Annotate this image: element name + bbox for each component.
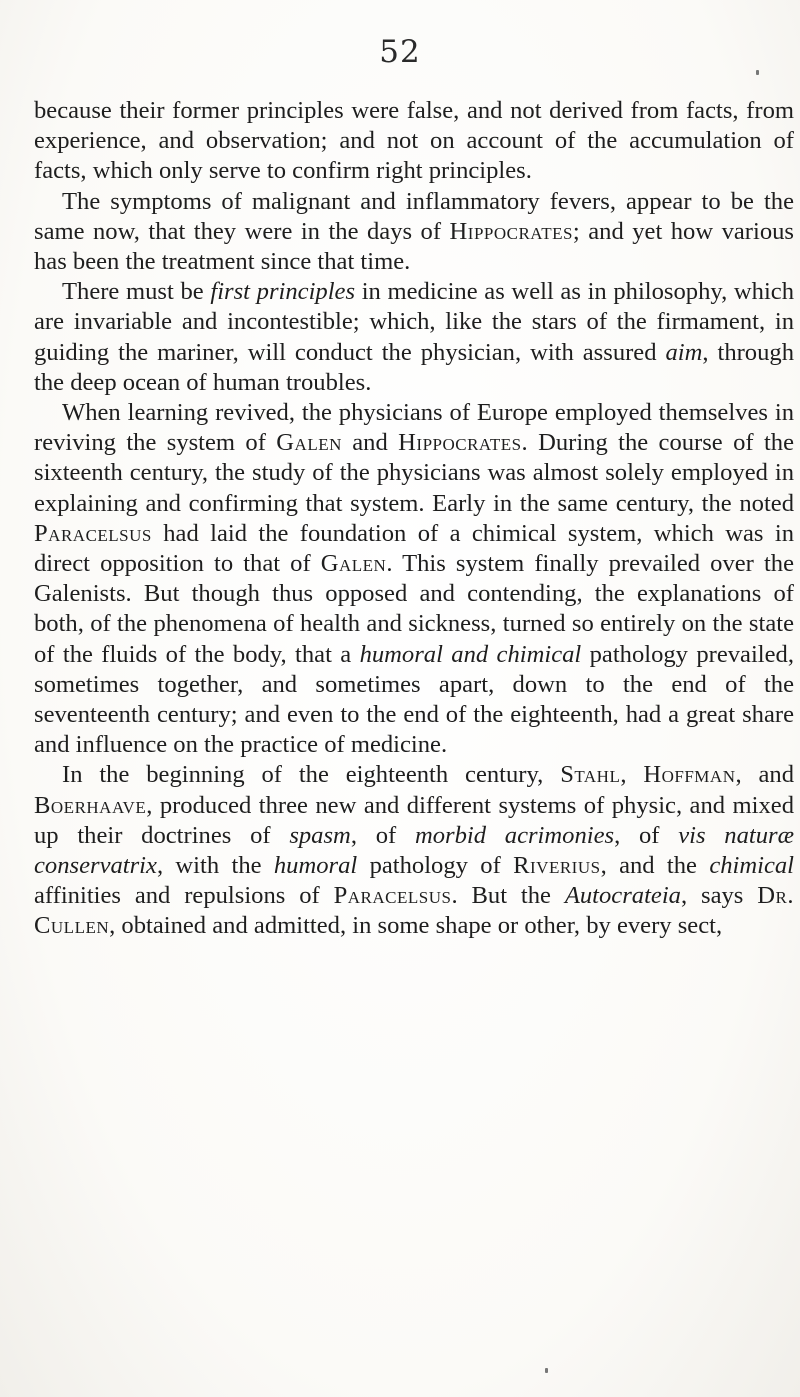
text-run: When learning revived, the physicians of Europe employed themselves in reviving the system of [34, 399, 794, 457]
text-run: affinities and repulsions of [34, 882, 334, 910]
text-run: had laid the foundation of a chimical system, which was in direct opposition to that of [34, 519, 794, 578]
italic-text: humoral and chimical [359, 640, 582, 668]
paragraph [34, 398, 794, 760]
text-run: , [620, 761, 644, 789]
text-run: because their former principles were false, and not derived from facts, from experience, and observation; and not on account of the accumulation of facts, which only serve to confirm right principles. [34, 97, 794, 185]
text-run: , of [614, 821, 679, 849]
italic-text: Autocrateia [564, 882, 681, 910]
small-caps-name: Dr. Cullen [34, 882, 794, 940]
paragraph [34, 187, 794, 278]
text-run: . This system finally prevailed over the Galenists. But though thus opposed and contending, the explanations of both, of the phenomena of health and sickness, turned so entirely on the state of the fluids of the body, that a [34, 550, 794, 668]
text-run: There must be [62, 278, 211, 306]
small-caps-name: Galen [276, 429, 342, 457]
text-run: in medicine as well as in philosophy, which are invariable and incontestible; which, like the stars of the firmament, in guiding the mariner, will conduct the physician, with assured [34, 278, 794, 366]
paragraph [34, 760, 794, 941]
text-run: , and [735, 761, 795, 789]
text-run: , of [350, 821, 415, 849]
italic-text: humoral [273, 852, 358, 880]
body-text [34, 96, 794, 942]
italic-text: first principles [210, 278, 356, 306]
text-run: , with the [156, 852, 274, 880]
paper-speck [545, 1368, 548, 1373]
text-run: and [341, 429, 399, 457]
small-caps-name: Galen [320, 550, 387, 578]
text-run: , and the [600, 852, 710, 880]
text-run: . But the [451, 882, 565, 910]
small-caps-name: Hoffman [643, 761, 736, 789]
small-caps-name: Paracelsus [333, 882, 452, 910]
small-caps-name: Stahl [560, 761, 621, 789]
paragraph [34, 96, 794, 187]
text-run: In the beginning of the eighteenth century, [62, 761, 561, 789]
italic-text: chimical [709, 852, 794, 880]
text-run: pathology prevailed, sometimes together, and sometimes apart, down to the end of the seventeenth century; and even to the end of the eighteenth, had a great share and influence on the practice of medicine. [34, 640, 794, 759]
text-run: pathology of [357, 852, 514, 880]
paper-speck [756, 70, 759, 75]
italic-text: aim [665, 338, 703, 366]
text-run: The symptoms of malignant and inflammatory fevers, appear to be the same now, that they were in the days of [34, 187, 794, 245]
text-run: , says [680, 882, 758, 910]
small-caps-name: Riverius [513, 852, 601, 880]
italic-text: spasm [289, 821, 351, 849]
paragraph [34, 277, 794, 398]
text-run: ; and yet how various has been the treatment since that time. [34, 217, 794, 276]
text-run: , obtained and admitted, in some shape or other, by every sect, [109, 912, 723, 940]
page-number: 52 [379, 34, 421, 70]
text-run: , produced three new and different systems of physic, and mixed up their doctrines of [34, 791, 794, 849]
small-caps-name: Hippocrates [398, 429, 522, 457]
italic-text: vis naturæ conservatrix [34, 821, 795, 880]
text-run: . During the course of the sixteenth century, the study of the physicians was almost solely employed in explaining and confirming that system. Early in the same century, the noted [34, 429, 794, 517]
small-caps-name: Paracelsus [34, 519, 152, 547]
italic-text: morbid acrimonies [414, 821, 615, 849]
small-caps-name: Boerhaave [34, 791, 147, 819]
text-run: , through the deep ocean of human troubles. [34, 338, 794, 396]
small-caps-name: Hippocrates [449, 217, 573, 245]
